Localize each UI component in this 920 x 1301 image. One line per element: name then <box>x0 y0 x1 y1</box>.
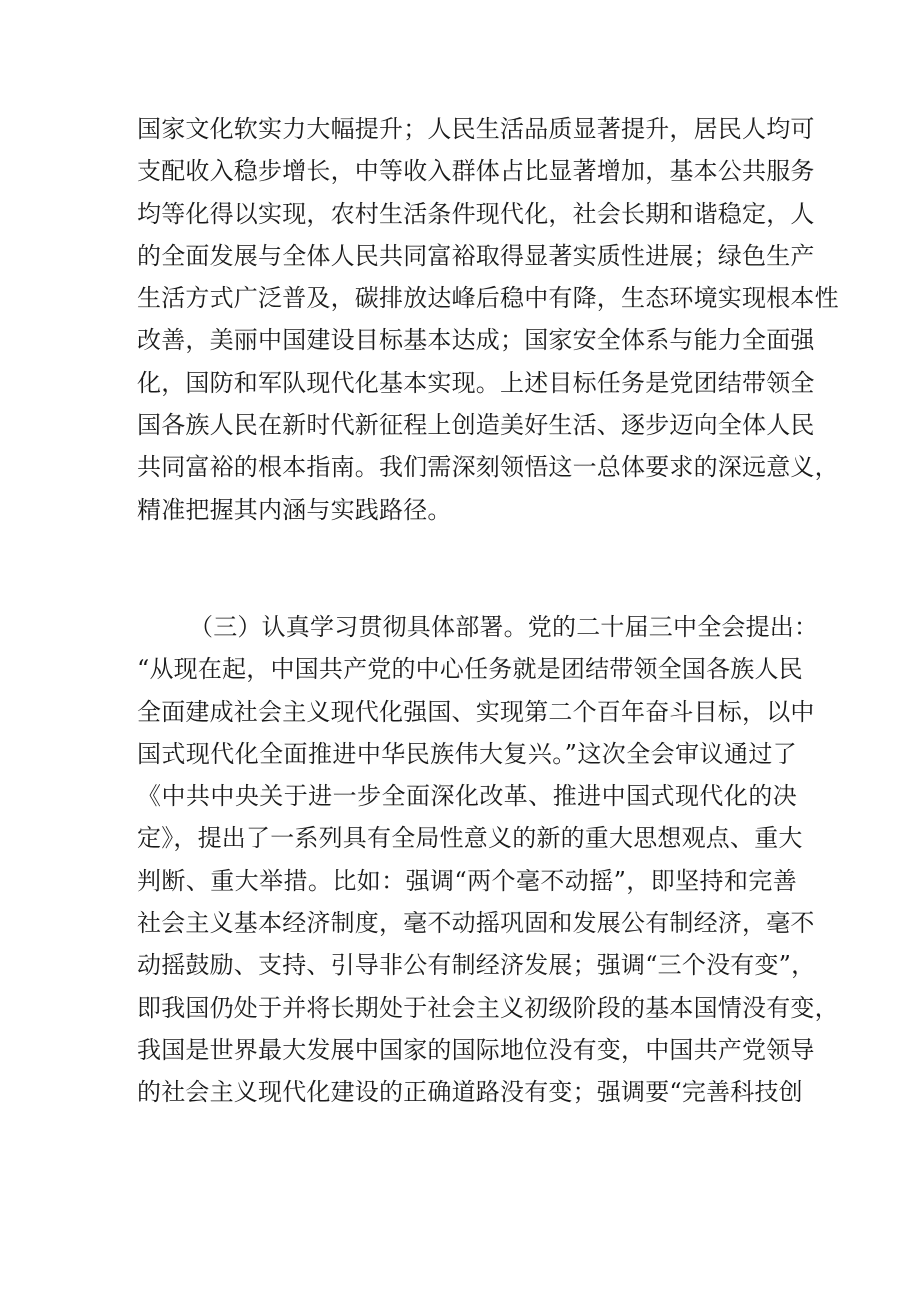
text-line: 生活方式广泛普及，碳排放达峰后稳中有降，生态环境实现根本性 <box>137 284 839 313</box>
text-line: 国各族人民在新时代新征程上创造美好生活、逐步迈向全体人民 <box>137 411 815 440</box>
text-line: 即我国仍处于并将长期处于社会主义初级阶段的基本国情没有变， <box>137 993 839 1022</box>
section-heading-line: （三）认真学习贯彻具体部署。党的二十届三中全会提出： <box>189 613 819 641</box>
text-line: 国式现代化全面推进中华民族伟大复兴。”这次全会审议通过了 <box>137 739 797 768</box>
text-line: 定》，提出了一系列具有全局性意义的新的重大思想观点、重大 <box>137 824 803 853</box>
text-line: 国家文化软实力大幅提升；人民生活品质显著提升，居民人均可 <box>137 115 815 143</box>
text-line: 判断、重大举措。比如：强调“两个毫不动摇”，即坚持和完善 <box>137 866 797 895</box>
text-line: 化，国防和军队现代化基本实现。上述目标任务是党团结带领全 <box>137 368 815 397</box>
text-line: 的社会主义现代化建设的正确道路没有变；强调要“完善科技创 <box>137 1078 803 1107</box>
text-line: 改善，美丽中国建设目标基本达成；国家安全体系与能力全面强 <box>137 326 815 355</box>
text-line: “从现在起，中国共产党的中心任务就是团结带领全国各族人民 <box>137 655 803 684</box>
text-line: 社会主义基本经济制度，毫不动摇巩固和发展公有制经济，毫不 <box>137 909 815 938</box>
text-line: 均等化得以实现，农村生活条件现代化，社会长期和谐稳定，人 <box>137 199 815 228</box>
text-line: 精准把握其内涵与实践路径。 <box>137 495 452 524</box>
text-line: 《中共中央关于进一步全面深化改革、推进中国式现代化的决 <box>137 782 797 811</box>
text-line: 支配收入稳步增长，中等收入群体占比显著增加，基本公共服务 <box>137 157 815 186</box>
text-line: 共同富裕的根本指南。我们需深刻领悟这一总体要求的深远意义， <box>137 453 839 482</box>
text-line: 我国是世界最大发展中国家的国际地位没有变，中国共产党领导 <box>137 1035 815 1064</box>
paragraph-deployment <box>137 606 839 1114</box>
text-line: 全面建成社会主义现代化强国、实现第二个百年奋斗目标，以中 <box>137 697 815 726</box>
text-line: 动摇鼓励、支持、引导非公有制经济发展；强调“三个没有变”， <box>137 951 816 980</box>
paragraph-goals <box>137 108 839 531</box>
text-line: 的全面发展与全体人民共同富裕取得显著实质性进展；绿色生产 <box>137 241 815 270</box>
